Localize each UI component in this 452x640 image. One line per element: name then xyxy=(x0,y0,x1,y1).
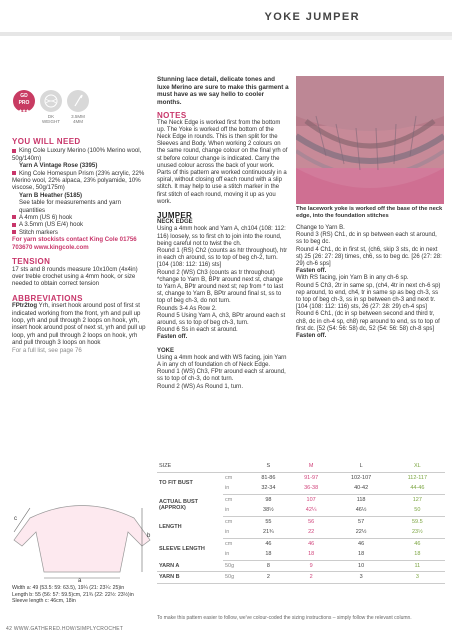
value-cell: 112-117 xyxy=(407,474,428,481)
page-footer: 42 WWW.GATHERED.HOW/SIMPLYCROCHET xyxy=(6,626,124,632)
value-cell: 118 xyxy=(356,496,366,503)
value-cell: 18 xyxy=(247,549,290,560)
value-cell: 38½ xyxy=(247,505,290,516)
instructions-column xyxy=(157,76,289,391)
value-cell: 102-107 xyxy=(351,474,372,481)
yarn-ball-icon xyxy=(40,90,62,112)
row-label: YARN B xyxy=(157,572,223,584)
value-cell: 46 xyxy=(265,540,272,547)
value-cell: 42¼ xyxy=(290,505,333,516)
value-cell: 3 xyxy=(333,572,390,584)
size-col-header: L xyxy=(333,461,390,472)
unit-cell: 50g xyxy=(223,572,247,584)
unit-cell: cm xyxy=(225,474,233,481)
page-header xyxy=(0,0,452,40)
gd-pro-badge: GD PRO ★★★ xyxy=(13,90,35,112)
unit-cell: in xyxy=(223,483,247,494)
fasten-off: Fasten off. xyxy=(157,334,188,341)
diagram-measurements xyxy=(12,585,157,605)
value-cell: 44-46 xyxy=(390,483,445,494)
instructions-column-right xyxy=(296,225,442,340)
unit-cell: 50g xyxy=(223,560,247,572)
bullet-icon xyxy=(12,171,16,175)
neck-edge-heading: NECK EDGE xyxy=(157,219,193,226)
jumper-heading: JUMPER xyxy=(157,211,193,221)
see-also-link[interactable]: For a full list, see page 76 xyxy=(12,346,82,354)
round-text: Round 5 Ch3, 2tr in same sp, (ch4, 4tr in next ch-6 sp) rep around, to end, ch4, tr in same sp as beg ch-3, ss to top of beg ch-3, ss in sp between ch-3 and next tr. [104 (108: 112: 116) sts, 26 (27: 28: 29) ch-4 sps] xyxy=(296,282,441,311)
bullet-icon xyxy=(12,215,16,219)
label-a: a xyxy=(78,578,82,584)
table-note: To make this pattern easier to follow, we've colour-coded the sizing instructions – simply follow the relevant column. xyxy=(157,615,412,621)
value-cell: 56 xyxy=(308,518,315,525)
value-cell: 2 xyxy=(247,572,290,584)
unit-cell: cm xyxy=(225,518,233,525)
value-cell: 127 xyxy=(412,496,422,503)
value-cell: 36-38 xyxy=(290,483,333,494)
size-col-header: M xyxy=(290,461,333,472)
value-cell: 46 xyxy=(358,540,365,547)
measure-width: Width a: 49 (53.5: 59: 63.5), 19¼ (21: 23¼: 25)in xyxy=(12,585,125,591)
value-cell: 91-97 xyxy=(304,474,319,481)
value-cell: 55 xyxy=(265,518,272,525)
yoke-heading: YOKE xyxy=(157,347,175,354)
value-cell: 18 xyxy=(390,549,445,560)
round-text: Round 3 (RS) Ch1, dc in sp between each st around, ss to beg dc. xyxy=(296,232,437,246)
tension-text: 17 sts and 8 rounds measure 10x10cm (4x4in) over treble crochet using a 4mm hook, or size needed to obtain correct tension xyxy=(12,265,138,288)
abbreviations-heading: ABBREVIATIONS xyxy=(12,293,83,303)
unit-cell: cm xyxy=(225,540,233,547)
row-label: SLEEVE LENGTH xyxy=(159,546,205,552)
value-cell: 22 xyxy=(290,527,333,538)
row-label: TO FIT BUST xyxy=(159,480,193,487)
size-header: SIZE xyxy=(157,461,247,472)
table-row xyxy=(157,560,445,572)
material-item: King Cole Homespun Prism (23% acrylic, 22% Merino wool, 22% alpaca, 23% polyamide, 10% viscose, 50g/175m) xyxy=(12,169,145,192)
unit-cell: in xyxy=(223,549,247,560)
you-will-need-section xyxy=(12,138,147,354)
value-cell: 21¾ xyxy=(247,527,290,538)
value-cell: 23½ xyxy=(390,527,445,538)
notes-text: The Neck Edge is worked first from the bottom up. The Yoke is worked off the bottom of the Neck Edge in rounds. This is then split for the Sleeves and Body. When working 2 colours on the same round, change colour on the final yrh of st before colour change is indicated. Carry the unused colour across the back of your work. Parts of this pattern are worked continuously in a spiral, without closing off each round with a slip stitch. It may help to use a stitch marker in the first stitch of each round, moving it up as you work. xyxy=(157,119,288,205)
table-row xyxy=(157,472,445,483)
value-cell: 2 xyxy=(290,572,333,584)
size-col-header: XL xyxy=(390,461,445,472)
hook-badge-label: 3.5MM 4MM xyxy=(71,114,85,124)
bullet-icon xyxy=(12,223,16,227)
round-text: Change to Yarn B. xyxy=(296,225,345,231)
fasten-off: Fasten off. xyxy=(296,268,327,275)
value-cell: 18 xyxy=(290,549,333,560)
value-cell: 107 xyxy=(306,496,316,503)
round-text: Round 2 (WS) As Round 1, turn. xyxy=(157,383,244,390)
abbreviation-term: FPtr2tog xyxy=(12,302,38,310)
round-text: Round 2 (WS) Ch3 (counts as tr throughout) *change to Yarn B, BPtr around next st, change to Yarn A, BPtr around next st; rep from * to last st, change to Yarn B, BPtr around final st, ss to top of beg ch-3, do not turn. xyxy=(157,269,284,305)
value-cell: 9 xyxy=(290,560,333,572)
material-item: Yarn A Vintage Rose (3395) xyxy=(19,162,98,170)
material-item: A 4mm (US 6) hook xyxy=(19,214,73,222)
value-cell: 18 xyxy=(333,549,390,560)
label-b: b xyxy=(147,533,151,539)
material-item: A 3.5mm (US E/4) hook xyxy=(19,221,84,229)
stockists-info[interactable]: For yarn stockists contact King Cole 01756 703670 www.kingcole.com xyxy=(12,236,137,251)
neck-intro: Using a 4mm hook and Yarn A, ch104 (108: 112: 116) loosely, ss to first ch to join into the round, being careful not to twist the ch. xyxy=(157,226,286,247)
table-row xyxy=(157,494,445,505)
value-cell: 46½ xyxy=(333,505,390,516)
value-cell: 22½ xyxy=(333,527,390,538)
jumper-photo xyxy=(296,76,444,204)
value-cell: 81-86 xyxy=(261,474,276,481)
yoke-intro: Using a 4mm hook and with WS facing, join Yarn A in any ch of foundation ch of Neck Edge. xyxy=(157,354,287,369)
bullet-icon xyxy=(12,230,16,234)
size-col-header: S xyxy=(247,461,290,472)
round-text: Round 5 Using Yarn A, ch3, BPtr around each st around, ss to top of beg ch-3, turn. xyxy=(157,312,286,327)
value-cell: 98 xyxy=(265,496,272,503)
round-text: Round 1 (WS) Ch3, FPtr around each st around, ss to top of ch-3, do not turn. xyxy=(157,369,286,383)
value-cell: 59.5 xyxy=(411,518,423,525)
value-cell: 10 xyxy=(333,560,390,572)
measure-sleeve: Sleeve length c: 46cm, 18in xyxy=(12,598,76,604)
bullet-icon xyxy=(12,149,16,153)
unit-cell: in xyxy=(223,527,247,538)
round-text: Round 6 Ch1, (dc in sp between second and third tr, ch8, dc in ch-4 sp, ch8) rep around to end, ss to top of first dc. [52 (54: 56: 58) dc, 52 (54: 56: 58) ch-8 sps] xyxy=(296,311,440,332)
value-cell: 46 xyxy=(308,540,315,547)
size-table xyxy=(157,461,445,584)
row-label: LENGTH xyxy=(159,524,182,530)
round-text: Rounds 3-4 As Row 2. xyxy=(157,305,217,312)
round-text: With RS facing, join Yarn B in any ch-6 sp. xyxy=(296,275,409,282)
value-cell: 11 xyxy=(390,560,445,572)
jumper-schematic xyxy=(10,488,155,584)
value-cell: 46 xyxy=(414,540,421,547)
value-cell: 8 xyxy=(247,560,290,572)
round-text: Round 6 Ss in each st around. xyxy=(157,327,238,334)
schematic-shape xyxy=(14,506,150,573)
material-item: King Cole Luxury Merino (100% Merino wool, 50g/140m) xyxy=(12,147,142,162)
unit-cell: cm xyxy=(225,496,233,503)
table-header-row xyxy=(157,461,445,472)
notes-heading: NOTES xyxy=(157,111,187,121)
value-cell: 50 xyxy=(390,505,445,516)
page-title: YOKE JUMPER xyxy=(264,11,360,23)
row-label: YARN A xyxy=(157,560,223,572)
photo-caption: The lacework yoke is worked off the base of the neck edge, into the foundation stitches xyxy=(296,206,443,219)
label-c: c xyxy=(14,516,17,522)
header-tab xyxy=(120,36,452,40)
abbreviation-text: Yrh, insert hook around post of first st indicated working from the front, yrh and pull up loop, yrh and pull through 2 loops on hook, yrh, insert hook around post of next st, yrh and pull up loop, yrh and pull through 2 loops on hook, yrh and pull through 3 loops on hook xyxy=(12,302,146,347)
tension-heading: TENSION xyxy=(12,257,51,267)
value-cell: 57 xyxy=(358,518,365,525)
you-will-need-heading: YOU WILL NEED xyxy=(12,137,81,146)
fasten-off: Fasten off. xyxy=(296,333,327,340)
material-item: Yarn B Heather (5185) xyxy=(19,191,82,199)
table-row xyxy=(157,516,445,527)
material-item: Stitch markers xyxy=(19,228,58,236)
material-item: See table for measurements and yarn quantities xyxy=(19,199,121,214)
unit-cell: in xyxy=(223,505,247,516)
value-cell: 3 xyxy=(390,572,445,584)
value-cell: 32-34 xyxy=(247,483,290,494)
value-cell: 40-42 xyxy=(333,483,390,494)
round-text: Round 1 (RS) Ch2 (counts as htr throughout), htr in each ch around, ss to top of beg ch-2, turn. [104 (108: 112: 116) sts] xyxy=(157,248,288,269)
row-label: ACTUAL BUST (APPROX) xyxy=(159,499,199,511)
intro-text: Stunning lace detail, delicate tones and luxe Merino are sure to make this garment a must have as we say hello to cooler months. xyxy=(157,76,289,106)
measure-length: Length b: 55 (56: 57: 59.5)cm, 21¾ (22: 22½: 23½)in xyxy=(12,591,134,598)
round-text: Round 4 Ch1, dc in first st, (ch6, skip 3 sts, dc in next st) 25 (26: 27: 28) times, ch6, ss to beg dc. [26 (27: 28: 29) ch-6 sps] xyxy=(296,246,442,268)
hook-icon xyxy=(67,90,89,112)
table-row xyxy=(157,538,445,549)
table-row xyxy=(157,572,445,584)
weight-badge-label: DK WEIGHT xyxy=(42,114,60,124)
